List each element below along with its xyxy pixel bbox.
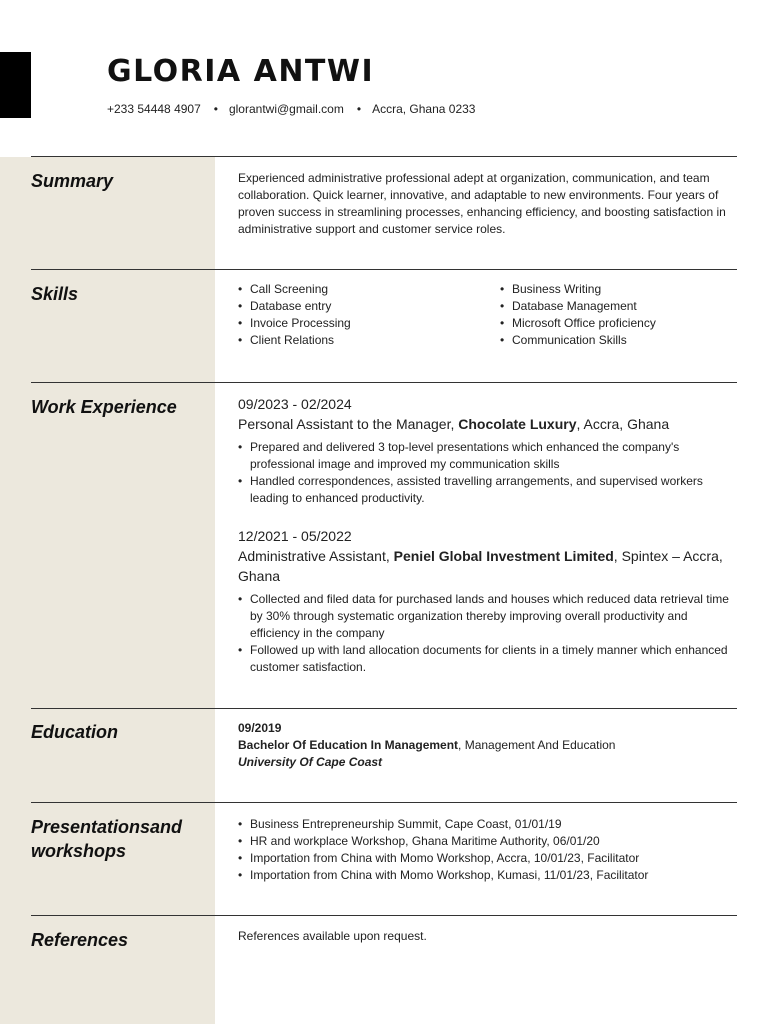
job-dates: 12/2021 - 05/2022 [238, 528, 352, 544]
job-bullet: • Prepared and delivered 3 top-level presentations which enhanced the company's professional image and improved my communication skills [238, 439, 736, 473]
accent-bar [0, 52, 31, 118]
skill-item: • Call Screening [238, 281, 478, 298]
section-divider [31, 915, 737, 916]
job-bullet: • Handled correspondences, assisted travelling arrangements, and supervised workers leading to enhanced productivity. [238, 473, 736, 507]
references-heading: References [31, 930, 129, 950]
skills-heading: Skills [31, 284, 79, 304]
education-date: 09/2019 [238, 721, 282, 735]
job-location: , Accra, Ghana [576, 416, 670, 432]
job-location: , Spintex – Accra, Ghana [238, 548, 723, 584]
job-bullets [238, 591, 736, 676]
skill-item: • Invoice Processing [238, 315, 478, 332]
skills-list-right [500, 281, 740, 349]
presentation-item: • Importation from China with Momo Workshop, Accra, 10/01/23, Facilitator [238, 850, 736, 867]
education-degree-line [238, 737, 736, 754]
job-title [238, 414, 736, 434]
work-experience-heading: Work Experience [31, 397, 177, 417]
location: Accra, Ghana 0233 [372, 102, 476, 116]
phone-number: +233 54448 4907 [107, 102, 201, 116]
education-heading: Education [31, 722, 119, 742]
skill-item: • Client Relations [238, 332, 478, 349]
degree-name: Bachelor Of Education In Management [238, 738, 459, 752]
job-role: Personal Assistant to the Manager, [238, 416, 459, 432]
company-name: Peniel Global Investment Limited [393, 548, 614, 564]
separator-dot: • [356, 102, 362, 116]
skill-item: • Microsoft Office proficiency [500, 315, 740, 332]
job-entry [238, 394, 736, 507]
skill-item: • Database entry [238, 298, 478, 315]
presentations-heading [31, 815, 182, 863]
job-dates: 09/2023 - 02/2024 [238, 396, 352, 412]
contact-line [107, 101, 475, 117]
presentations-entry [238, 816, 736, 884]
skills-list-left [238, 281, 478, 349]
summary-text: Experienced administrative professional adept at organization, communication, and team collaboration. Quick learner, innovative, and adaptable to new environments. Four years of proven success in streamlining processes, enhancing efficiency, and boosting satisfaction in administrative support and customer service roles. [238, 171, 726, 236]
job-entry [238, 526, 736, 676]
job-role: Administrative Assistant, [238, 548, 394, 564]
skill-item: • Communication Skills [500, 332, 740, 349]
job-bullet: • Collected and filed data for purchased lands and houses which reduced data retrieval time by 30% through systematic organization thereby improving overall productivity and efficiency in the company [238, 591, 736, 642]
education-entry [238, 720, 736, 771]
section-divider [31, 708, 737, 709]
references-text: References available upon request. [238, 929, 427, 943]
presentation-item: • Importation from China with Momo Workshop, Kumasi, 11/01/23, Facilitator [238, 867, 736, 884]
presentations-heading-line2: workshops [31, 841, 127, 861]
job-bullets [238, 439, 736, 507]
section-divider [31, 382, 737, 383]
presentations-list [238, 816, 736, 884]
degree-field: , Management And Education [458, 738, 616, 752]
school-name: University Of Cape Coast [238, 755, 383, 769]
presentation-item: • Business Entrepreneurship Summit, Cape Coast, 01/01/19 [238, 816, 736, 833]
section-divider [31, 802, 737, 803]
separator-dot: • [213, 102, 218, 116]
section-divider [31, 156, 737, 157]
candidate-name: GLORIA ANTWI [107, 54, 375, 89]
job-title [238, 546, 736, 586]
section-divider [31, 269, 737, 270]
email-address: glorantwi@gmail.com [228, 102, 344, 116]
summary-heading: Summary [31, 171, 114, 191]
presentation-item: • HR and workplace Workshop, Ghana Maritime Authority, 06/01/20 [238, 833, 736, 850]
skill-item: • Database Management [500, 298, 740, 315]
presentations-heading-line1: Presentationsand [31, 817, 183, 837]
job-bullet: • Followed up with land allocation documents for clients in a timely manner which enhanced customer satisfaction. [238, 642, 736, 676]
company-name: Chocolate Luxury [458, 416, 577, 432]
skill-item: • Business Writing [500, 281, 740, 298]
